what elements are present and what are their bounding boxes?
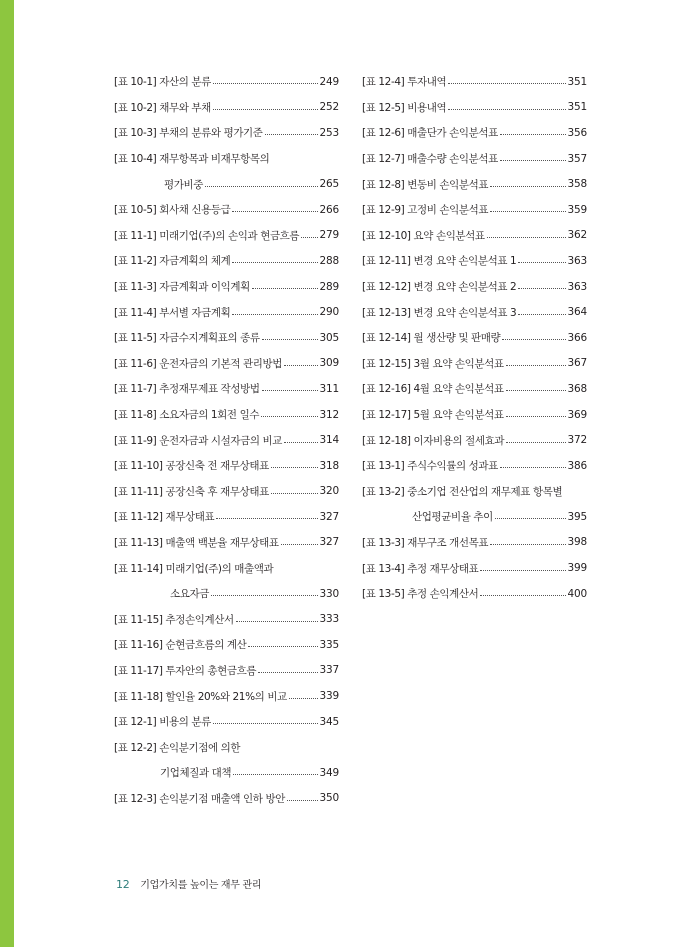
toc-entry[interactable] bbox=[362, 120, 587, 146]
entry-label: [표 11-13] 매출액 백분율 재무상태표 bbox=[114, 536, 279, 549]
toc-entry[interactable] bbox=[362, 274, 587, 300]
toc-entry[interactable] bbox=[114, 299, 339, 325]
entry-page: 252 bbox=[319, 101, 339, 114]
entry-label: [표 12-12] 변경 요약 손익분석표 2 bbox=[362, 281, 517, 294]
entry-label: [표 11-3] 자금계획과 이익계획 bbox=[114, 281, 250, 294]
toc-entry[interactable] bbox=[114, 274, 339, 300]
toc-entry[interactable] bbox=[362, 427, 587, 453]
toc-entry[interactable] bbox=[362, 248, 587, 274]
dot-leader bbox=[490, 211, 565, 212]
entry-label: [표 12-15] 3월 요약 손익분석표 bbox=[362, 357, 504, 370]
entry-page: 359 bbox=[567, 203, 587, 216]
toc-entry-continuation[interactable] bbox=[362, 504, 587, 530]
entry-page: 372 bbox=[567, 434, 587, 447]
dot-leader bbox=[261, 416, 317, 417]
entry-page: 320 bbox=[319, 485, 339, 498]
toc-entry[interactable] bbox=[114, 734, 339, 760]
entry-label: [표 11-1] 미래기업(주)의 손익과 현금흐름 bbox=[114, 229, 300, 242]
entry-label: [표 11-6] 운전자금의 기본적 관리방법 bbox=[114, 357, 283, 370]
entry-label: [표 13-5] 추정 손익계산서 bbox=[362, 588, 479, 601]
toc-entry[interactable] bbox=[114, 683, 339, 709]
entry-page: 363 bbox=[567, 280, 587, 293]
entry-label: [표 13-2] 중소기업 전산업의 재무제표 항목별 bbox=[362, 485, 563, 498]
entry-label: [표 13-3] 재무구조 개선목표 bbox=[362, 536, 489, 549]
toc-entry[interactable] bbox=[114, 427, 339, 453]
dot-leader bbox=[518, 262, 565, 263]
entry-page: 288 bbox=[319, 254, 339, 267]
entry-label: [표 10-5] 회사채 신용등급 bbox=[114, 204, 231, 217]
entry-page: 333 bbox=[319, 613, 339, 626]
toc-entry-continuation[interactable] bbox=[114, 581, 339, 607]
green-side-bar bbox=[0, 0, 14, 947]
dot-leader bbox=[265, 134, 318, 135]
entry-page: 369 bbox=[567, 408, 587, 421]
toc-entry[interactable] bbox=[362, 325, 587, 351]
toc-right-column bbox=[362, 69, 587, 606]
dot-leader bbox=[211, 595, 318, 596]
toc-left-column bbox=[114, 69, 339, 811]
toc-entry[interactable] bbox=[114, 504, 339, 530]
entry-page: 364 bbox=[567, 306, 587, 319]
entry-label: [표 11-17] 투자안의 총현금흐름 bbox=[114, 664, 257, 677]
toc-entry[interactable] bbox=[114, 453, 339, 479]
entry-label: 평가비중 bbox=[164, 178, 203, 191]
entry-label: [표 13-1] 주식수익률의 성과표 bbox=[362, 460, 498, 473]
entry-label: [표 12-18] 이자비용의 절세효과 bbox=[362, 434, 505, 447]
dot-leader bbox=[236, 621, 318, 622]
entry-page: 350 bbox=[319, 792, 339, 805]
entry-page: 345 bbox=[319, 715, 339, 728]
dot-leader bbox=[506, 442, 565, 443]
dot-leader bbox=[205, 186, 318, 187]
entry-page: 327 bbox=[319, 510, 339, 523]
entry-page: 318 bbox=[319, 459, 339, 472]
dot-leader bbox=[448, 109, 565, 110]
dot-leader bbox=[258, 672, 317, 673]
entry-page: 314 bbox=[319, 434, 339, 447]
entry-label: 기업체질과 대책 bbox=[160, 767, 232, 780]
dot-leader bbox=[281, 544, 318, 545]
entry-label: 산업평균비율 추이 bbox=[412, 511, 493, 524]
dot-leader bbox=[490, 544, 565, 545]
dot-leader bbox=[289, 698, 318, 699]
entry-page: 357 bbox=[567, 152, 587, 165]
toc-entry[interactable] bbox=[114, 325, 339, 351]
toc-entry[interactable] bbox=[362, 197, 587, 223]
dot-leader bbox=[500, 467, 566, 468]
dot-leader bbox=[262, 339, 318, 340]
entry-label: [표 12-4] 투자내역 bbox=[362, 76, 447, 89]
toc-entry[interactable] bbox=[114, 197, 339, 223]
dot-leader bbox=[506, 416, 566, 417]
entry-page: 363 bbox=[567, 254, 587, 267]
book-title: 기업가치를 높이는 재무 관리 bbox=[140, 880, 262, 891]
dot-leader bbox=[213, 723, 318, 724]
entry-label: [표 11-5] 자금수지계획표의 종류 bbox=[114, 332, 260, 345]
dot-leader bbox=[502, 339, 565, 340]
toc-entry[interactable] bbox=[114, 709, 339, 735]
entry-label: [표 10-1] 자산의 분류 bbox=[114, 76, 211, 89]
toc-entry[interactable] bbox=[114, 146, 339, 172]
dot-leader bbox=[490, 186, 565, 187]
entry-page: 399 bbox=[567, 562, 587, 575]
entry-page: 339 bbox=[319, 690, 339, 703]
toc-entry[interactable] bbox=[114, 69, 339, 95]
dot-leader bbox=[213, 109, 318, 110]
entry-label: [표 13-4] 추정 재무상태표 bbox=[362, 562, 479, 575]
entry-label: [표 11-12] 재무상태표 bbox=[114, 511, 215, 524]
entry-page: 356 bbox=[567, 126, 587, 139]
entry-label: [표 12-17] 5월 요약 손익분석표 bbox=[362, 409, 504, 422]
dot-leader bbox=[271, 493, 318, 494]
toc-entry[interactable] bbox=[114, 606, 339, 632]
entry-label: [표 11-18] 할인율 20%와 21%의 비교 bbox=[114, 690, 287, 703]
dot-leader bbox=[480, 570, 565, 571]
entry-page: 367 bbox=[567, 357, 587, 370]
toc-entry[interactable] bbox=[114, 530, 339, 556]
entry-page: 398 bbox=[567, 536, 587, 549]
entry-label: [표 12-14] 월 생산량 및 판매량 bbox=[362, 332, 501, 345]
dot-leader bbox=[301, 237, 317, 238]
toc-entry[interactable] bbox=[362, 581, 587, 607]
toc-entry[interactable] bbox=[114, 658, 339, 684]
entry-page: 289 bbox=[319, 280, 339, 293]
toc-entry[interactable] bbox=[114, 248, 339, 274]
toc-entry[interactable] bbox=[362, 402, 587, 428]
entry-page: 386 bbox=[567, 459, 587, 472]
toc-entry[interactable] bbox=[114, 376, 339, 402]
entry-label: [표 10-4] 재무항목과 비재무항목의 bbox=[114, 153, 270, 166]
dot-leader bbox=[506, 365, 566, 366]
dot-leader bbox=[232, 211, 317, 212]
entry-label: [표 12-13] 변경 요약 손익분석표 3 bbox=[362, 306, 517, 319]
toc-entry[interactable] bbox=[362, 453, 587, 479]
entry-page: 305 bbox=[319, 331, 339, 344]
entry-page: 368 bbox=[567, 382, 587, 395]
toc-entry[interactable] bbox=[362, 69, 587, 95]
entry-label: [표 12-5] 비용내역 bbox=[362, 101, 447, 114]
toc-entry[interactable] bbox=[114, 223, 339, 249]
entry-label: [표 12-2] 손익분기점에 의한 bbox=[114, 741, 241, 754]
entry-label: 소요자금 bbox=[170, 588, 209, 601]
dot-leader bbox=[500, 160, 566, 161]
entry-label: [표 11-11] 공장신축 후 재무상태표 bbox=[114, 485, 269, 498]
dot-leader bbox=[232, 262, 317, 263]
dot-leader bbox=[284, 365, 318, 366]
entry-page: 337 bbox=[319, 664, 339, 677]
entry-label: [표 11-14] 미래기업(주)의 매출액과 bbox=[114, 562, 274, 575]
entry-label: [표 11-2] 자금계획의 체계 bbox=[114, 255, 231, 268]
dot-leader bbox=[216, 518, 317, 519]
entry-label: [표 12-11] 변경 요약 손익분석표 1 bbox=[362, 255, 517, 268]
entry-page: 309 bbox=[319, 357, 339, 370]
entry-page: 349 bbox=[319, 766, 339, 779]
dot-leader bbox=[213, 83, 318, 84]
toc-entry-continuation[interactable] bbox=[114, 171, 339, 197]
entry-label: [표 12-8] 변동비 손익분석표 bbox=[362, 178, 489, 191]
dot-leader bbox=[480, 595, 565, 596]
toc-entry[interactable] bbox=[362, 146, 587, 172]
dot-leader bbox=[500, 134, 566, 135]
entry-page: 362 bbox=[567, 229, 587, 242]
entry-label: [표 12-6] 매출단가 손익분석표 bbox=[362, 127, 498, 140]
entry-label: [표 10-2] 채무와 부채 bbox=[114, 101, 211, 114]
toc-entry[interactable] bbox=[114, 555, 339, 581]
toc-entry[interactable] bbox=[362, 351, 587, 377]
toc-entry[interactable] bbox=[362, 299, 587, 325]
toc-entry[interactable] bbox=[362, 376, 587, 402]
entry-page: 279 bbox=[319, 229, 339, 242]
entry-page: 290 bbox=[319, 306, 339, 319]
entry-page: 395 bbox=[567, 510, 587, 523]
entry-page: 335 bbox=[319, 638, 339, 651]
dot-leader bbox=[287, 800, 318, 801]
toc-entry[interactable] bbox=[114, 95, 339, 121]
dot-leader bbox=[518, 288, 565, 289]
dot-leader bbox=[233, 774, 317, 775]
entry-label: [표 11-8] 소요자금의 1회전 일수 bbox=[114, 409, 260, 422]
entry-label: [표 12-9] 고정비 손익분석표 bbox=[362, 204, 489, 217]
dot-leader bbox=[248, 646, 317, 647]
entry-page: 253 bbox=[319, 126, 339, 139]
toc-entry[interactable] bbox=[362, 95, 587, 121]
toc-entry[interactable] bbox=[114, 351, 339, 377]
entry-label: [표 12-3] 손익분기점 매출액 인하 방안 bbox=[114, 792, 285, 805]
entry-label: [표 12-1] 비용의 분류 bbox=[114, 716, 211, 729]
toc-entry[interactable] bbox=[362, 555, 587, 581]
toc-entry[interactable] bbox=[114, 120, 339, 146]
toc-entry[interactable] bbox=[362, 223, 587, 249]
entry-label: [표 10-3] 부채의 분류와 평가기준 bbox=[114, 127, 263, 140]
toc-entry-continuation[interactable] bbox=[114, 760, 339, 786]
dot-leader bbox=[506, 390, 566, 391]
entry-page: 312 bbox=[319, 408, 339, 421]
dot-leader bbox=[252, 288, 318, 289]
toc-entry[interactable] bbox=[114, 479, 339, 505]
entry-label: [표 11-4] 부서별 자금계획 bbox=[114, 306, 231, 319]
toc-entry[interactable] bbox=[362, 171, 587, 197]
entry-label: [표 12-10] 요약 손익분석표 bbox=[362, 229, 485, 242]
entry-page: 311 bbox=[319, 382, 339, 395]
dot-leader bbox=[271, 467, 318, 468]
toc-entry[interactable] bbox=[114, 402, 339, 428]
toc-entry[interactable] bbox=[362, 479, 587, 505]
toc-entry[interactable] bbox=[114, 632, 339, 658]
entry-page: 327 bbox=[319, 536, 339, 549]
dot-leader bbox=[448, 83, 565, 84]
toc-entry[interactable] bbox=[114, 786, 339, 812]
entry-page: 366 bbox=[567, 331, 587, 344]
page-footer bbox=[116, 876, 261, 891]
entry-page: 351 bbox=[567, 101, 587, 114]
entry-page: 351 bbox=[567, 75, 587, 88]
entry-label: [표 11-15] 추정손익계산서 bbox=[114, 613, 234, 626]
entry-label: [표 12-7] 매출수량 손익분석표 bbox=[362, 153, 498, 166]
entry-page: 265 bbox=[319, 178, 339, 191]
dot-leader bbox=[232, 314, 317, 315]
dot-leader bbox=[495, 518, 566, 519]
entry-page: 330 bbox=[319, 587, 339, 600]
dot-leader bbox=[518, 314, 565, 315]
toc-entry[interactable] bbox=[362, 530, 587, 556]
entry-label: [표 11-10] 공장신축 전 재무상태표 bbox=[114, 460, 269, 473]
entry-page: 266 bbox=[319, 203, 339, 216]
entry-label: [표 11-9] 운전자금과 시설자금의 비교 bbox=[114, 434, 283, 447]
dot-leader bbox=[284, 442, 318, 443]
entry-page: 249 bbox=[319, 75, 339, 88]
page-number: 12 bbox=[116, 878, 130, 891]
entry-label: [표 11-16] 순현금흐름의 계산 bbox=[114, 639, 247, 652]
entry-page: 358 bbox=[567, 178, 587, 191]
dot-leader bbox=[487, 237, 566, 238]
entry-label: [표 11-7] 추정재무제표 작성방법 bbox=[114, 383, 260, 396]
dot-leader bbox=[262, 390, 318, 391]
entry-label: [표 12-16] 4월 요약 손익분석표 bbox=[362, 383, 504, 396]
entry-page: 400 bbox=[567, 587, 587, 600]
